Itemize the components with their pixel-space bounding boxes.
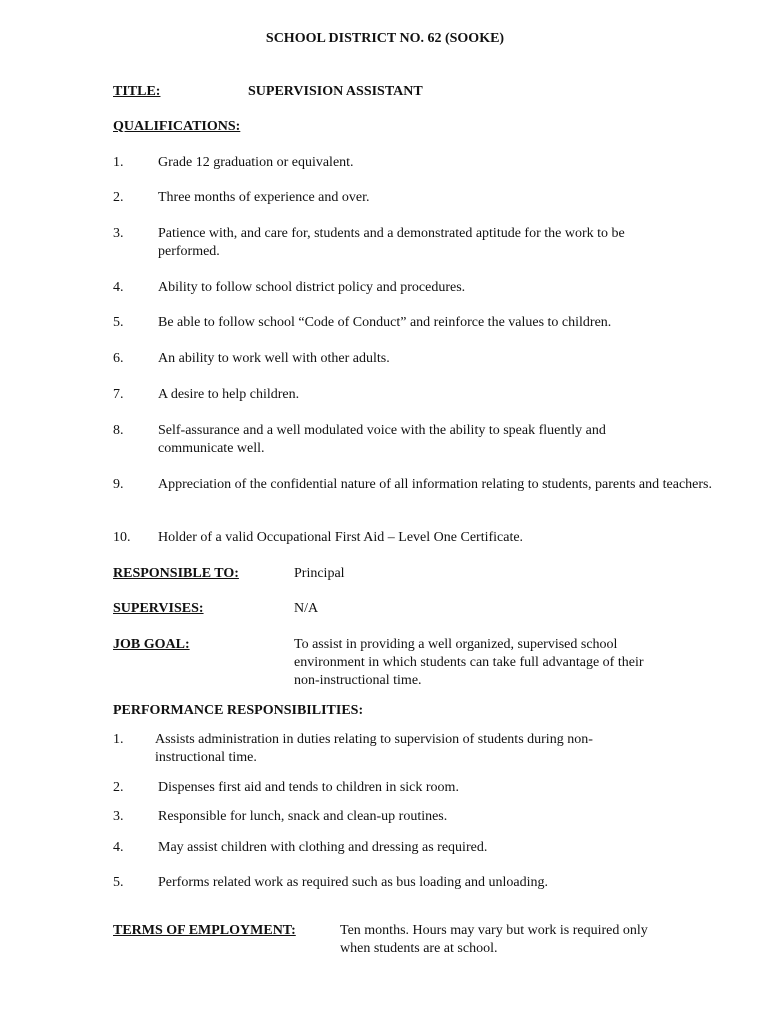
list-item: Be able to follow school “Code of Conduct” and reinforce the values to children.: [158, 315, 612, 330]
list-item-number: 4.: [113, 840, 124, 855]
list-item: A desire to help children.: [158, 387, 300, 402]
list-item: May assist children with clothing and dressing as required.: [158, 840, 488, 855]
list-item: Ability to follow school district policy and procedures.: [158, 280, 466, 295]
list-item: Dispenses first aid and tends to children in sick room.: [158, 780, 459, 795]
list-item: An ability to work well with other adults.: [158, 351, 390, 366]
list-item: Responsible for lunch, snack and clean-up routines.: [158, 809, 448, 824]
list-item-number: 5.: [113, 875, 124, 890]
qualifications-heading: QUALIFICATIONS:: [113, 119, 241, 134]
document-header: SCHOOL DISTRICT NO. 62 (SOOKE): [265, 31, 505, 46]
supervises-label: SUPERVISES:: [113, 601, 204, 616]
list-item-number: 9.: [113, 477, 124, 492]
list-item: Holder of a valid Occupational First Aid – Level One Certificate.: [158, 530, 524, 545]
list-item-number: 8.: [113, 423, 124, 438]
performance-heading: PERFORMANCE RESPONSIBILITIES:: [113, 703, 364, 718]
job-goal-value: To assist in providing a well organized, supervised school environment in which students can take full advantage of their non-instructional time.: [294, 637, 644, 688]
list-item-number: 2.: [113, 780, 124, 795]
list-item-number: 6.: [113, 351, 124, 366]
responsible-to-label: RESPONSIBLE TO:: [113, 566, 239, 581]
list-item-number: 2.: [113, 190, 124, 205]
responsible-to-value: Principal: [294, 566, 345, 581]
list-item-number: 1.: [113, 155, 124, 170]
title-label: TITLE:: [113, 84, 161, 99]
list-item: Self-assurance and a well modulated voice with the ability to speak fluently and communicate well.: [158, 423, 606, 456]
list-item-number: 5.: [113, 315, 124, 330]
list-item: Grade 12 graduation or equivalent.: [158, 155, 354, 170]
list-item: Appreciation of the confidential nature of all information relating to students, parents and teachers.: [158, 477, 712, 492]
title-value: SUPERVISION ASSISTANT: [248, 84, 423, 99]
list-item-number: 3.: [113, 226, 124, 241]
terms-value: Ten months. Hours may vary but work is required only when students are at school.: [340, 923, 648, 956]
list-item: Assists administration in duties relating to supervision of students during non-instructional time.: [155, 732, 593, 765]
list-item-number: 1.: [113, 732, 124, 747]
list-item: Performs related work as required such as bus loading and unloading.: [158, 875, 548, 890]
list-item-number: 4.: [113, 280, 124, 295]
list-item: Three months of experience and over.: [158, 190, 370, 205]
list-item-number: 10.: [113, 530, 131, 545]
job-goal-label: JOB GOAL:: [113, 637, 190, 652]
terms-label: TERMS OF EMPLOYMENT:: [113, 923, 296, 938]
supervises-value: N/A: [294, 601, 319, 616]
list-item: Patience with, and care for, students and a demonstrated aptitude for the work to be performed.: [158, 226, 625, 259]
list-item-number: 7.: [113, 387, 124, 402]
list-item-number: 3.: [113, 809, 124, 824]
